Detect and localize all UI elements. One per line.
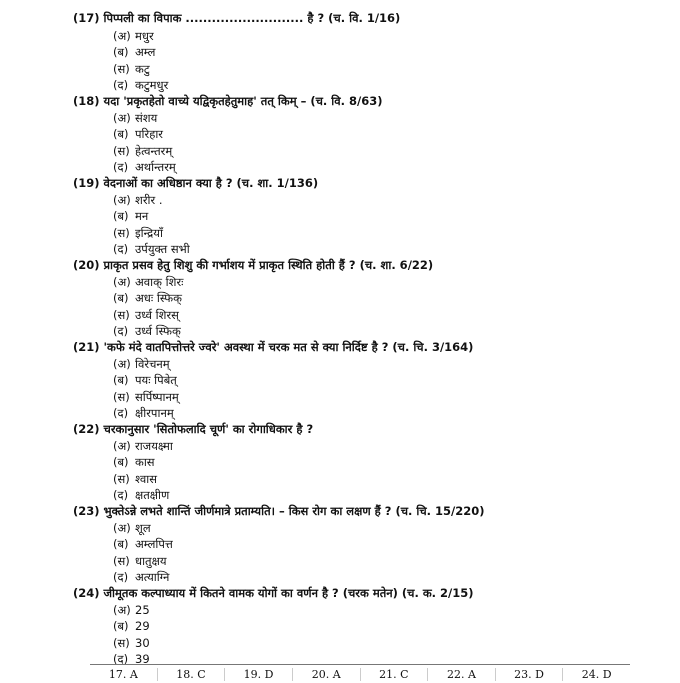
question-21: (21) 'कफे मंदे वातपित्तोत्तरे ज्वरे' अवस्था में चरक मत से क्या निर्दिष्ट है ? (च. चि. 3/164) [73, 340, 474, 354]
option-17-c [113, 61, 168, 77]
option-21-d [113, 405, 179, 421]
option-18-b [113, 126, 176, 142]
option-label: (द) [113, 324, 129, 339]
option-text: 30 [135, 635, 150, 650]
answer-21: 21. C [360, 668, 428, 681]
option-23-c [113, 553, 173, 569]
option-text: मन [135, 209, 149, 224]
option-19-b [113, 208, 190, 224]
option-24-c [113, 635, 150, 651]
option-text: धातुक्षय [135, 553, 167, 568]
option-24-a [113, 602, 150, 618]
option-20-d [113, 323, 183, 339]
option-text: हेत्वन्तरम् [135, 143, 173, 158]
option-label: (स) [113, 389, 130, 404]
option-label: (स) [113, 61, 130, 76]
option-23-a [113, 520, 173, 536]
option-text: संशय [135, 111, 158, 125]
option-22-b [113, 454, 173, 470]
answer-20: 20. A [292, 668, 360, 681]
option-17-d [113, 77, 168, 93]
option-22-c [113, 471, 173, 487]
option-text: शरीर . [135, 193, 163, 207]
question-22: (22) चरकानुसार 'सितोफलादि चूर्ण' का रोगाधिकार है ? [73, 422, 314, 436]
answer-19: 19. D [224, 668, 292, 681]
option-text: अत्याग्नि [135, 570, 170, 585]
option-label: (अ) [113, 111, 131, 125]
option-19-d [113, 241, 190, 257]
options-18 [113, 110, 176, 176]
option-text: पयः पिबेत् [135, 373, 177, 388]
option-text: 29 [135, 619, 150, 634]
options-22 [113, 438, 173, 504]
option-19-c [113, 225, 190, 241]
option-text: परिहार [135, 127, 164, 142]
option-label: (अ) [113, 193, 131, 207]
option-text: अवाक् शिरः [135, 275, 184, 289]
options-21 [113, 356, 179, 422]
option-21-b [113, 372, 179, 388]
option-label: (द) [113, 652, 129, 667]
option-text: विरेचनम् [135, 357, 170, 371]
option-20-c [113, 307, 183, 323]
option-text: 39 [135, 652, 150, 667]
option-label: (द) [113, 160, 129, 175]
option-text: राजयक्ष्मा [135, 439, 173, 453]
option-text: कटु [135, 61, 150, 76]
option-21-a [113, 356, 179, 372]
option-text: क्षतक्षीण [135, 488, 170, 503]
option-24-b [113, 618, 150, 634]
option-18-d [113, 159, 176, 175]
option-label: (द) [113, 488, 129, 503]
option-18-a [113, 110, 176, 126]
answer-18: 18. C [157, 668, 225, 681]
option-text: सर्पिष्पानम् [135, 389, 179, 404]
question-23: (23) भुक्तेऽन्ने लभते शान्तिं जीर्णमात्रे प्रताम्यति। – किस रोग का लक्षण हैं ? (च. चि. 15/220) [73, 504, 485, 518]
option-label: (स) [113, 307, 130, 322]
option-label: (द) [113, 570, 129, 585]
option-text: शूल [135, 521, 151, 535]
option-label: (द) [113, 78, 129, 93]
options-17 [113, 28, 168, 94]
option-label: (ब) [113, 373, 129, 388]
option-text: अम्ल [135, 45, 156, 60]
option-label: (ब) [113, 291, 129, 306]
option-text: कास [135, 455, 155, 470]
option-label: (ब) [113, 209, 129, 224]
option-label: (ब) [113, 619, 129, 634]
option-text: उर्ध्व शिरस् [135, 307, 179, 322]
options-19 [113, 192, 190, 258]
option-label: (स) [113, 635, 130, 650]
option-text: अम्लपित्त [135, 537, 173, 552]
option-text: कटुमधुर [135, 78, 169, 93]
option-22-d [113, 487, 173, 503]
answer-22: 22. A [427, 668, 495, 681]
question-18: (18) यदा 'प्रकृतहेतो वाच्ये यद्विकृतहेतुमाह' तत् किम् – (च. वि. 8/63) [73, 94, 383, 108]
option-label: (अ) [113, 439, 131, 453]
option-22-a [113, 438, 173, 454]
option-label: (अ) [113, 29, 131, 43]
option-20-a [113, 274, 183, 290]
option-text: श्वास [135, 471, 158, 486]
option-text: उर्पयुक्त सभी [135, 242, 190, 257]
option-label: (अ) [113, 357, 131, 371]
options-23 [113, 520, 173, 586]
option-label: (स) [113, 471, 130, 486]
option-18-c [113, 143, 176, 159]
question-19: (19) वेदनाओं का अधिष्ठान क्या है ? (च. शा. 1/136) [73, 176, 319, 190]
option-label: (अ) [113, 603, 131, 617]
option-label: (अ) [113, 521, 131, 535]
options-24 [113, 602, 150, 668]
option-label: (द) [113, 406, 129, 421]
question-24: (24) जीमूतक कल्पाध्याय में कितने वामक योगों का वर्णन है ? (चरक मतेन) (च. क. 2/15) [73, 586, 474, 600]
option-label: (अ) [113, 275, 131, 289]
answer-17: 17. A [108, 667, 138, 681]
option-label: (ब) [113, 537, 129, 552]
option-label: (स) [113, 225, 130, 240]
option-23-d [113, 569, 173, 585]
option-label: (स) [113, 553, 130, 568]
answer-23: 23. D [495, 668, 563, 681]
option-label: (ब) [113, 455, 129, 470]
option-text: अधः स्फिक् [135, 291, 182, 306]
option-text: अर्थान्तरम् [135, 160, 176, 175]
question-17: (17) पिप्पली का विपाक ........................... है ? (च. वि. 1/16) [73, 11, 401, 25]
option-text: इन्द्रियाँ [135, 225, 163, 240]
answer-key [90, 664, 630, 683]
option-label: (स) [113, 143, 130, 158]
question-20: (20) प्राकृत प्रसव हेतु शिशु की गर्भाशय में प्राकृत स्थिति होती हैं ? (च. शा. 6/22) [73, 258, 434, 272]
option-23-b [113, 536, 173, 552]
option-19-a [113, 192, 190, 208]
option-label: (द) [113, 242, 129, 257]
option-17-a [113, 28, 168, 44]
option-17-b [113, 44, 168, 60]
option-text: मधुर [135, 29, 154, 43]
option-label: (ब) [113, 45, 129, 60]
options-20 [113, 274, 183, 340]
option-text: क्षीरपानम् [135, 406, 174, 421]
option-21-c [113, 389, 179, 405]
option-text: उर्ध्व स्फिक् [135, 324, 181, 339]
answer-24: 24. D [562, 668, 630, 681]
option-label: (ब) [113, 127, 129, 142]
option-20-b [113, 290, 183, 306]
option-text: 25 [135, 603, 150, 617]
